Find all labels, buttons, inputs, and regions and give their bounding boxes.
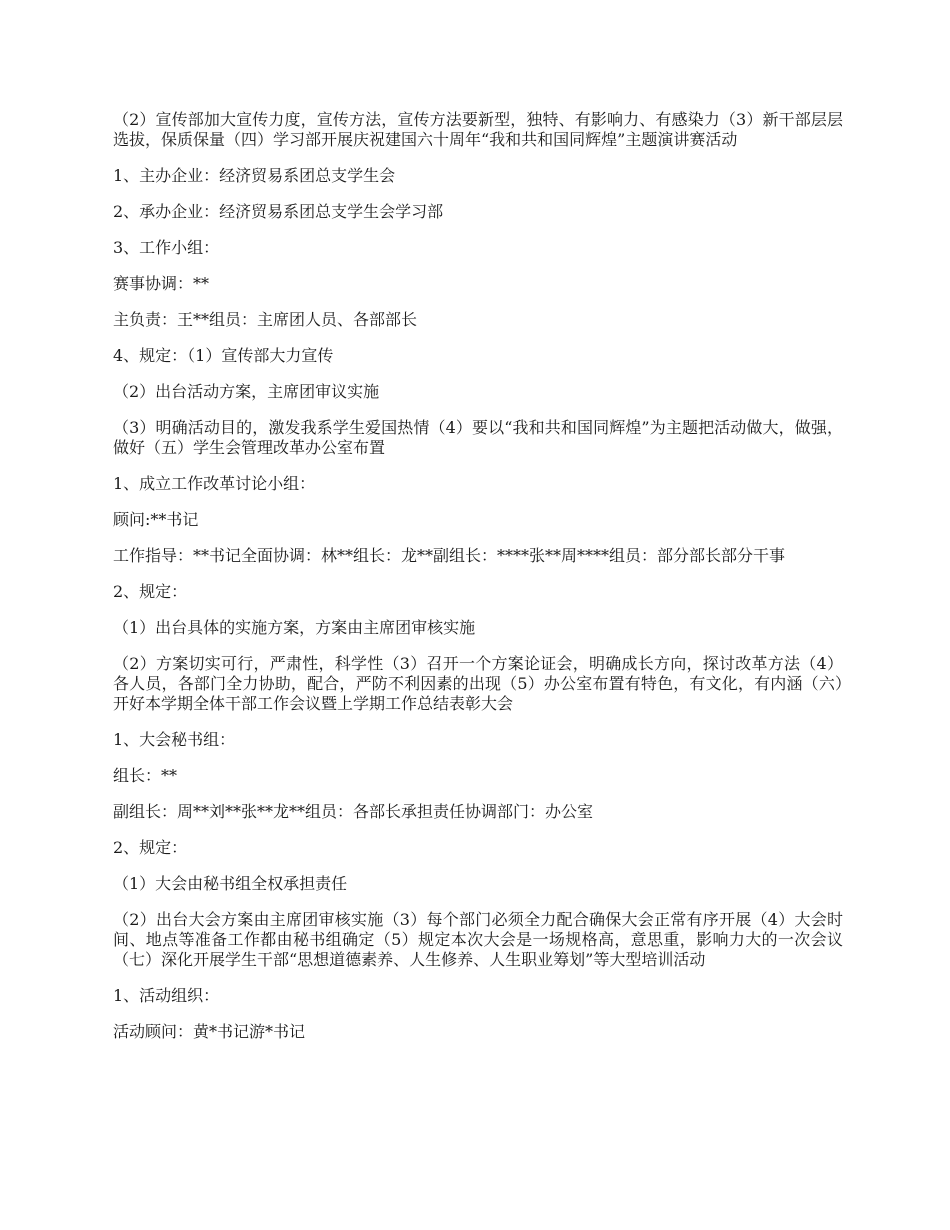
paragraph: （2）出台活动方案，主席团审议实施	[113, 382, 380, 401]
paragraph: 3、工作小组：	[113, 238, 220, 257]
paragraph: 工作指导：**书记全面协调：林**组长：龙**副组长：****张**周****组员：部分部长部分干事	[113, 546, 786, 565]
paragraph: （2）方案切实可行，严肃性，科学性（3）召开一个方案论证会，明确成长方向，探讨改革方法（4）各人员，各部门全力协助，配合，严防不利因素的出现（5）办公室布置有特色，有文化，有内涵（六）开好本学期全体干部工作会议暨上学期工作总结表彰大会	[113, 654, 843, 713]
paragraph: （3）明确活动目的，激发我系学生爱国热情（4）要以“我和共和国同辉煌”为主题把活动做大，做强，做好（五）学生会管理改革办公室布置	[113, 418, 843, 457]
paragraph: 1、大会秘书组：	[113, 730, 236, 749]
paragraph: 4、规定：（1）宣传部大力宣传	[113, 346, 334, 365]
document-body	[113, 110, 843, 1058]
paragraph: （2）出台大会方案由主席团审核实施（3）每个部门必须全力配合确保大会正常有序开展（4）大会时间、地点等准备工作都由秘书组确定（5）规定本次大会是一场规格高，意思重，影响力大的一次会议（七）深化开展学生干部“思想道德素养、人生修养、人生职业筹划”等大型培训活动	[113, 910, 843, 969]
paragraph: 2、规定：	[113, 582, 188, 601]
paragraph: 2、规定：	[113, 838, 188, 857]
paragraph: （1）出台具体的实施方案，方案由主席团审核实施	[113, 618, 476, 637]
paragraph: 主负责：王**组员：主席团人员、各部部长	[113, 310, 418, 329]
paragraph: 副组长：周**刘**张**龙**组员：各部长承担责任协调部门：办公室	[113, 802, 594, 821]
paragraph: （1）大会由秘书组全权承担责任	[113, 874, 348, 893]
paragraph: 1、活动组织：	[113, 986, 220, 1005]
paragraph: 2、承办企业：经济贸易系团总支学生会学习部	[113, 202, 444, 221]
paragraph: 1、主办企业：经济贸易系团总支学生会	[113, 166, 396, 185]
paragraph: 顾问:**书记	[113, 510, 199, 529]
paragraph: （2）宣传部加大宣传力度，宣传方法，宣传方法要新型，独特、有影响力、有感染力（3）新干部层层选拔，保质保量（四）学习部开展庆祝建国六十周年“我和共和国同辉煌”主题演讲赛活动	[113, 110, 843, 149]
paragraph: 活动顾问：黄*书记游*书记	[113, 1022, 306, 1041]
paragraph: 组长：**	[113, 766, 178, 785]
paragraph: 赛事协调：**	[113, 274, 210, 293]
paragraph: 1、成立工作改革讨论小组：	[113, 474, 316, 493]
